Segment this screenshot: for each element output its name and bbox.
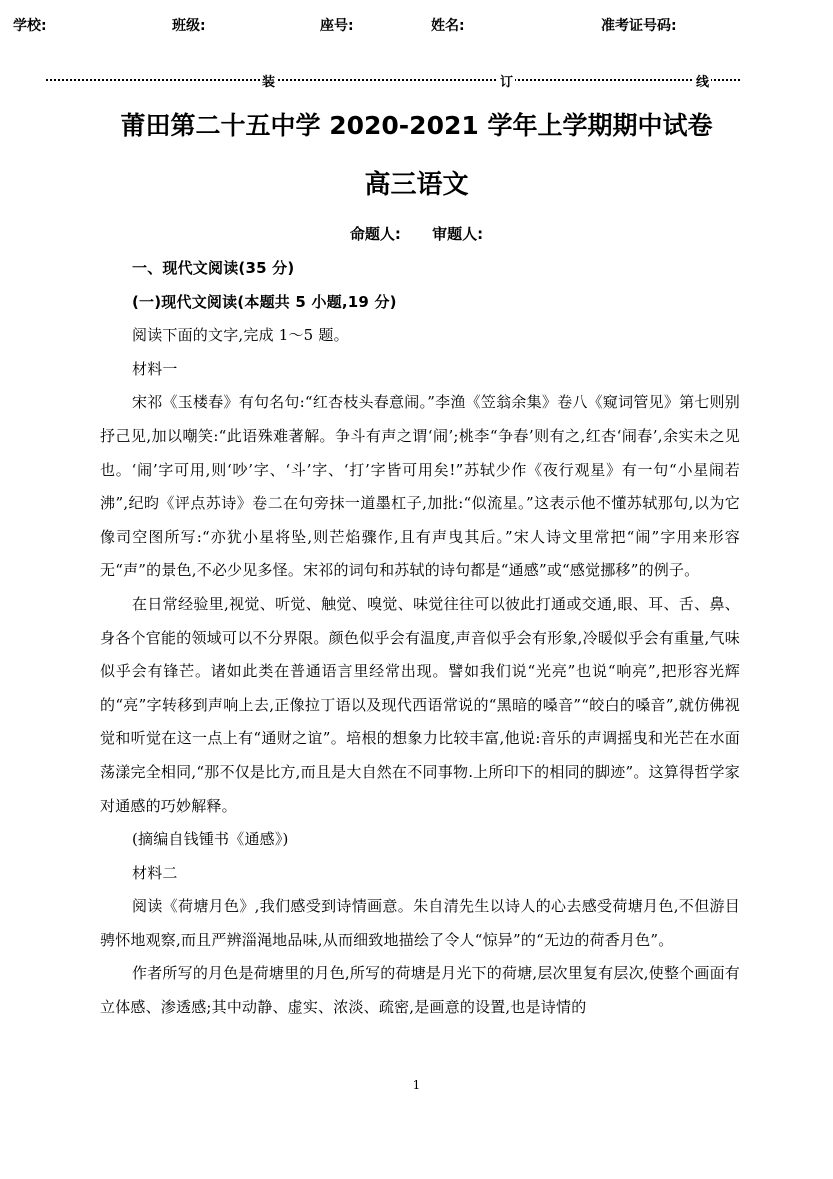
authors-line	[0, 223, 833, 244]
exam-subject: 高三语文	[364, 170, 469, 200]
seat-label: 座号:	[320, 18, 354, 34]
page-number: 1	[412, 1078, 421, 1092]
material1-source: (摘编自钱锺书《通感》)	[132, 830, 289, 849]
exam-body	[100, 252, 740, 1025]
material2-paragraph-1: 阅读《荷塘月色》,我们感受到诗情画意。朱自清先生以诗人的心去感受荷塘月色,不但游目骋怀地观察,而且严辨淄渑地品味,从而细致地描绘了令人“惊异”的“无边的荷香月色”。	[100, 897, 740, 949]
binding-mark-xian: 线	[694, 71, 711, 90]
subsection-heading: (一)现代文阅读(本题共 5 小题,19 分)	[132, 292, 397, 311]
material2-label: 材料二	[132, 863, 178, 882]
binding-mark-ding: 订	[498, 71, 515, 90]
school-label: 学校:	[13, 18, 47, 34]
binding-mark-zhuang: 装	[260, 71, 277, 90]
section-heading: 一、现代文阅读(35 分)	[132, 259, 295, 277]
binding-line	[46, 72, 740, 88]
instruction-text: 阅读下面的文字,完成 1～5 题。	[132, 326, 349, 345]
reviewer-label: 审题人:	[432, 225, 484, 243]
material1-paragraph-1: 宋祁《玉楼春》有句名句:“红杏枝头春意闹。”李渔《笠翁余集》卷八《窥词管见》第七则别抒己见,加以嘲笑:“此语殊难著解。争斗有声之谓‘闹’;桃李“争春’则有之,红杏‘闹春’,余实未之见也。‘闹’字可用,则‘吵’字、‘斗’字、‘打’字皆可用矣!”苏轼少作《夜行观星》有一句“小星闹若沸”,纪昀《评点苏诗》卷二在句旁抹一道墨杠子,加批:“似流星。”这表示他不懂苏轼那句,以为它像司空图所写:“亦犹小星将坠,则芒焰骤作,且有声曳其后。”宋人诗文里常把“闹”字用来形容无“声”的景色,不必少见多怪。宋祁的词句和苏轼的诗句都是“通感”或“感觉挪移”的例子。	[100, 393, 740, 580]
exam-id-label: 准考证号码:	[601, 18, 677, 34]
material2-paragraph-2: 作者所写的月色是荷塘里的月色,所写的荷塘是月光下的荷塘,层次里复有层次,使整个画面有立体感、渗透感;其中动静、虚实、浓淡、疏密,是画意的设置,也是诗情的	[100, 964, 740, 1017]
dotted-divider	[46, 79, 740, 81]
setter-label: 命题人:	[349, 225, 401, 243]
name-label: 姓名:	[431, 18, 465, 34]
material1-label: 材料一	[132, 359, 178, 378]
class-label: 班级:	[172, 18, 206, 34]
material1-paragraph-2: 在日常经验里,视觉、听觉、触觉、嗅觉、味觉往往可以彼此打通或交通,眼、耳、舌、鼻、身各个官能的领域可以不分界限。颜色似乎会有温度,声音似乎会有形象,冷暖似乎会有重量,气味似乎会有锋芒。诸如此类在普通语言里经常出现。譬如我们说“光亮”也说“响亮”,把形容光辉的“亮”字转移到声响上去,正像拉丁语以及现代西语常说的“黑暗的嗓音”“皎白的嗓音”,就仿佛视觉和听觉在这一点上有“通财之谊”。培根的想象力比较丰富,他说:音乐的声调摇曳和光芒在水面荡漾完全相同,“那不仅是比方,而且是大自然在不同事物.上所印下的相同的脚迹”。这算得哲学家对通感的巧妙解释。	[100, 594, 740, 815]
exam-title: 莆田第二十五中学 2020-2021 学年上学期期中试卷	[120, 111, 713, 140]
